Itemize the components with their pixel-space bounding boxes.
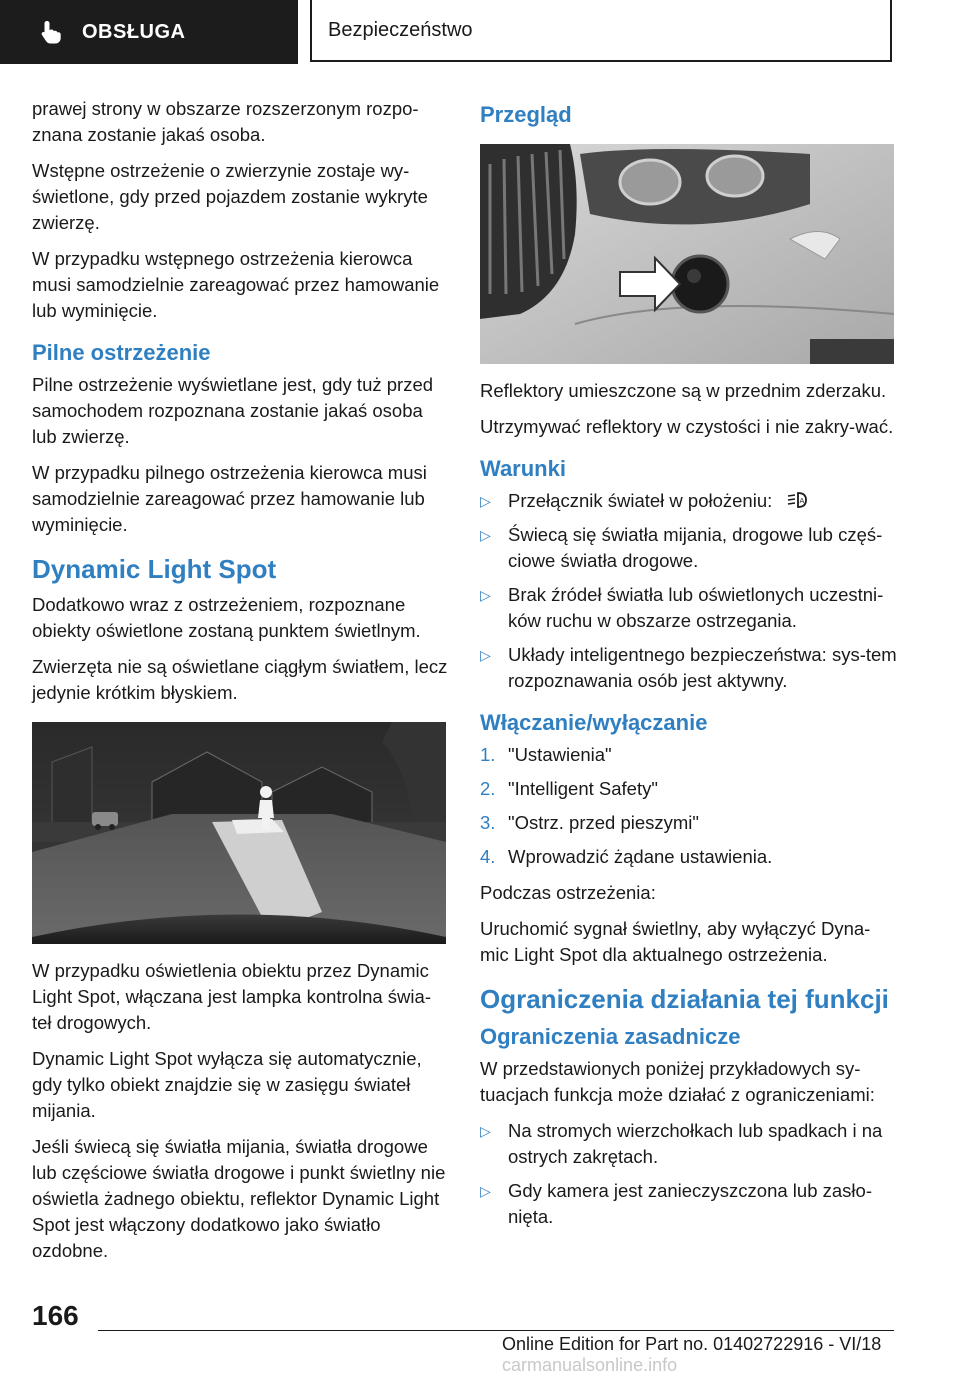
list-item: ▷ Świecą się światła mijania, drogowe lub częś-ciowe światła drogowe. [480, 524, 883, 571]
paragraph: Utrzymywać reflektory w czystości i nie zakry-wać. [480, 416, 894, 437]
paragraph: Dodatkowo wraz z ostrzeżeniem, rozpoznane obiekty oświetlone zostaną punktem świetlnym. [32, 594, 421, 641]
left-column [32, 96, 450, 1274]
hand-pointer-icon [38, 19, 64, 45]
limitations-list [480, 1118, 898, 1230]
paragraph: W przypadku pilnego ostrzeżenia kierowca musi samodzielnie zareagować przez hamowanie lub wyminięcie. [32, 462, 427, 535]
list-item: ▷ Układy inteligentnego bezpieczeństwa: sys-tem rozpoznawania osób jest aktywny. [480, 644, 897, 691]
section-tab-label: OBSŁUGA [82, 20, 186, 43]
paragraph: Jeśli świecą się światła mijania, światła drogowe lub częściowe światła drogowe i punkt świetlny nie oświetla żadnego obiektu, reflektor Dynamic Light Spot jest włączony dodatkowo jako światło ozdobne. [32, 1136, 446, 1261]
paragraph: Wstępne ostrzeżenie o zwierzynie zostaje wy-świetlone, gdy przed pojazdem zostanie wykryte zwierzę. [32, 160, 428, 233]
paragraph: Podczas ostrzeżenia: [480, 882, 656, 903]
heading-ograniczenia-zasadnicze: Ograniczenia zasadnicze [480, 1024, 741, 1049]
paragraph: W przedstawionych poniżej przykładowych sy-tuacjach funkcja może działać z ograniczeniami: [480, 1058, 875, 1105]
headlight-auto-icon [785, 489, 811, 511]
paragraph: Dynamic Light Spot wyłącza się automatycznie, gdy tylko obiekt znajdzie się w zasięgu świateł mijania. [32, 1048, 422, 1121]
chapter-tab [310, 0, 892, 62]
triangle-bullet-icon: ▷ [480, 1123, 491, 1139]
heading-pilne-ostrzezenie: Pilne ostrzeżenie [32, 340, 211, 365]
watermark: carmanualsonline.info [502, 1355, 678, 1375]
list-item: ▷ Na stromych wierzchołkach lub spadkach i na ostrych zakrętach. [480, 1120, 883, 1167]
list-item: 2. "Intelligent Safety" [480, 778, 658, 799]
triangle-bullet-icon: ▷ [480, 587, 491, 603]
chapter-tab-label: Bezpieczeństwo [328, 18, 473, 41]
edition-note: Online Edition for Part no. 01402722916 - VI/18 carmanualsonline.info [502, 1334, 882, 1375]
section-tab [0, 0, 298, 64]
heading-ograniczenia: Ograniczenia działania tej funkcji [480, 984, 889, 1014]
paragraph: prawej strony w obszarze rozszerzonym rozpo-znana zostanie jakaś osoba. [32, 98, 419, 145]
page-header [0, 0, 960, 66]
conditions-list [480, 488, 898, 694]
paragraph: W przypadku wstępnego ostrzeżenia kierowca musi samodzielnie zareagować przez hamowanie lub wyminięcie. [32, 248, 440, 321]
footer-divider [98, 1330, 894, 1331]
list-item: ▷ Przełącznik świateł w położeniu: A [480, 488, 898, 514]
triangle-bullet-icon: ▷ [480, 493, 491, 509]
front-bumper-illustration [480, 144, 894, 364]
steps-list [480, 742, 898, 870]
svg-text:A: A [799, 497, 805, 505]
heading-dynamic-light-spot: Dynamic Light Spot [32, 554, 277, 584]
list-item: 1. "Ustawienia" [480, 744, 612, 765]
triangle-bullet-icon: ▷ [480, 527, 491, 543]
paragraph: Uruchomić sygnał świetlny, aby wyłączyć Dyna-mic Light Spot dla aktualnego ostrzeżenia. [480, 918, 871, 965]
list-item: 4. Wprowadzić żądane ustawienia. [480, 846, 773, 867]
paragraph: Pilne ostrzeżenie wyświetlane jest, gdy tuż przed samochodem rozpoznana zostanie jakaś osoba lub zwierzę. [32, 374, 434, 447]
heading-przeglad: Przegląd [480, 102, 572, 127]
paragraph: Reflektory umieszczone są w przednim zderzaku. [480, 380, 887, 401]
page-footer [0, 1296, 960, 1375]
page-number: 166 [32, 1300, 79, 1331]
heading-warunki: Warunki [480, 456, 566, 481]
triangle-bullet-icon: ▷ [480, 1183, 491, 1199]
paragraph: Zwierzęta nie są oświetlane ciągłym światłem, lecz jedynie krótkim błyskiem. [32, 656, 448, 703]
list-item: 3. "Ostrz. przed pieszymi" [480, 812, 699, 833]
list-item: ▷ Brak źródeł światła lub oświetlonych uczestni-ków ruchu w obszarze ostrzegania. [480, 584, 884, 631]
list-item: ▷ Gdy kamera jest zanieczyszczona lub zasło-nięta. [480, 1180, 872, 1227]
right-column [480, 96, 898, 1240]
triangle-bullet-icon: ▷ [480, 647, 491, 663]
heading-wlaczanie: Włączanie/wyłączanie [480, 710, 708, 735]
paragraph: W przypadku oświetlenia obiektu przez Dynamic Light Spot, włączana jest lampka kontrolna świa-teł drogowych. [32, 960, 431, 1033]
night-road-illustration [32, 722, 446, 944]
